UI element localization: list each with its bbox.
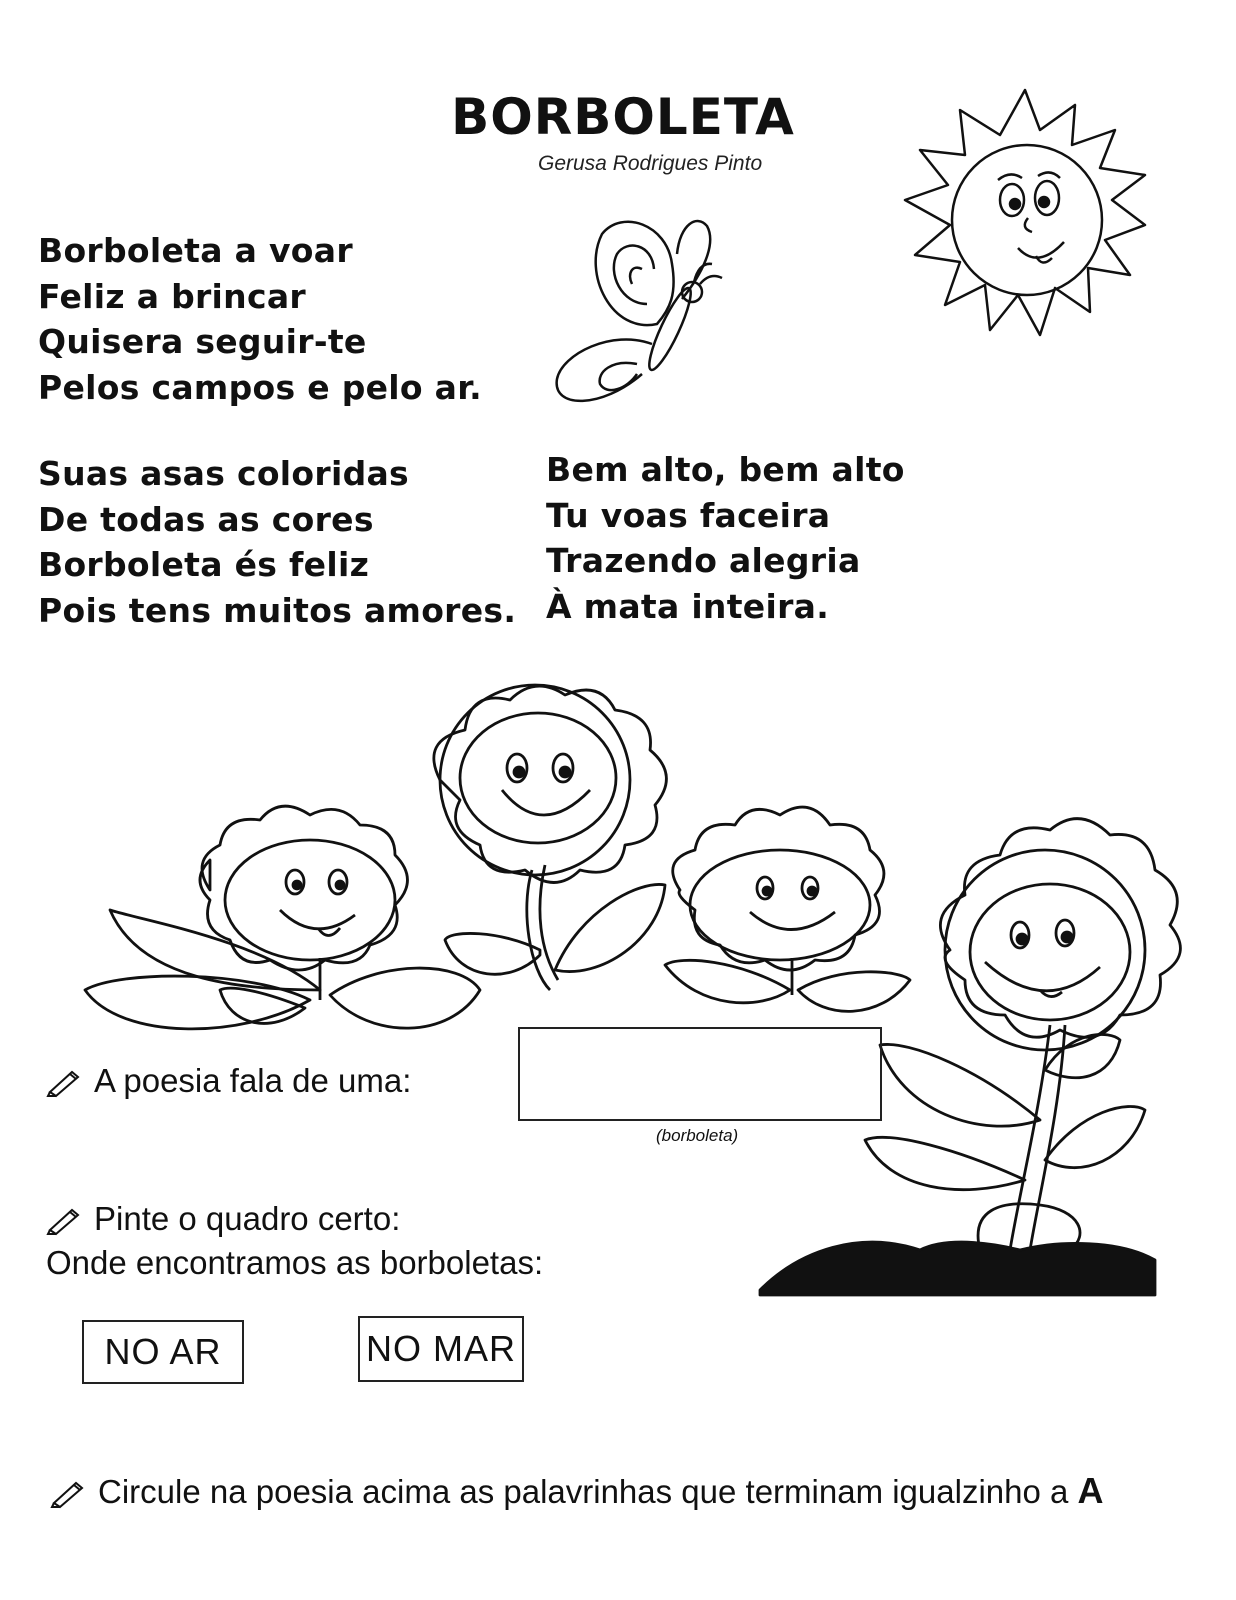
author-name: Gerusa Rodrigues Pinto [538,152,763,175]
target-letter: A [1077,1470,1104,1511]
stanza-2 [38,451,516,633]
poem-line: Feliz a brincar [38,276,306,316]
poem-line: Quisera seguir-te [38,322,367,361]
poem-line: Trazendo alegria [546,541,861,580]
page-title: BORBOLETA [451,88,795,146]
answer-box[interactable] [518,1027,882,1121]
question-2-line-2: Onde encontramos as borboletas: [46,1244,544,1281]
question-2-line-1 [46,1200,400,1238]
poem-line: Pois tens muitos amores. [38,590,517,630]
stanza-1 [38,228,482,410]
poem-line: Borboleta és feliz [38,545,370,584]
pencil-icon [46,1204,82,1232]
stanza-3 [546,447,905,629]
poem-line: De todas as cores [38,499,374,539]
poem-line: Bem alto, bem alto [546,450,905,489]
poem-line: Borboleta a voar [38,231,353,270]
option-no-ar[interactable]: NO AR [82,1320,244,1384]
pencil-icon [50,1477,86,1505]
question-2-text: Pinte o quadro certo: [94,1200,401,1237]
poem-line: Suas asas coloridas [38,454,410,493]
question-3-text: Circule na poesia acima as palavrinhas que terminam igualzinho a [98,1473,1069,1510]
question-3 [50,1470,1104,1512]
question-1-text: A poesia fala de uma: [94,1062,412,1099]
poem-line: Pelos campos e pelo ar. [38,367,482,407]
pencil-icon [46,1066,82,1094]
sun-icon [900,90,1150,350]
option-no-mar[interactable]: NO MAR [358,1316,524,1382]
poem-line: À mata inteira. [546,586,830,626]
poem-line: Tu voas faceira [546,495,831,535]
question-1 [46,1062,411,1100]
answer-hint: (borboleta) [656,1126,739,1145]
butterfly-icon [552,214,732,414]
